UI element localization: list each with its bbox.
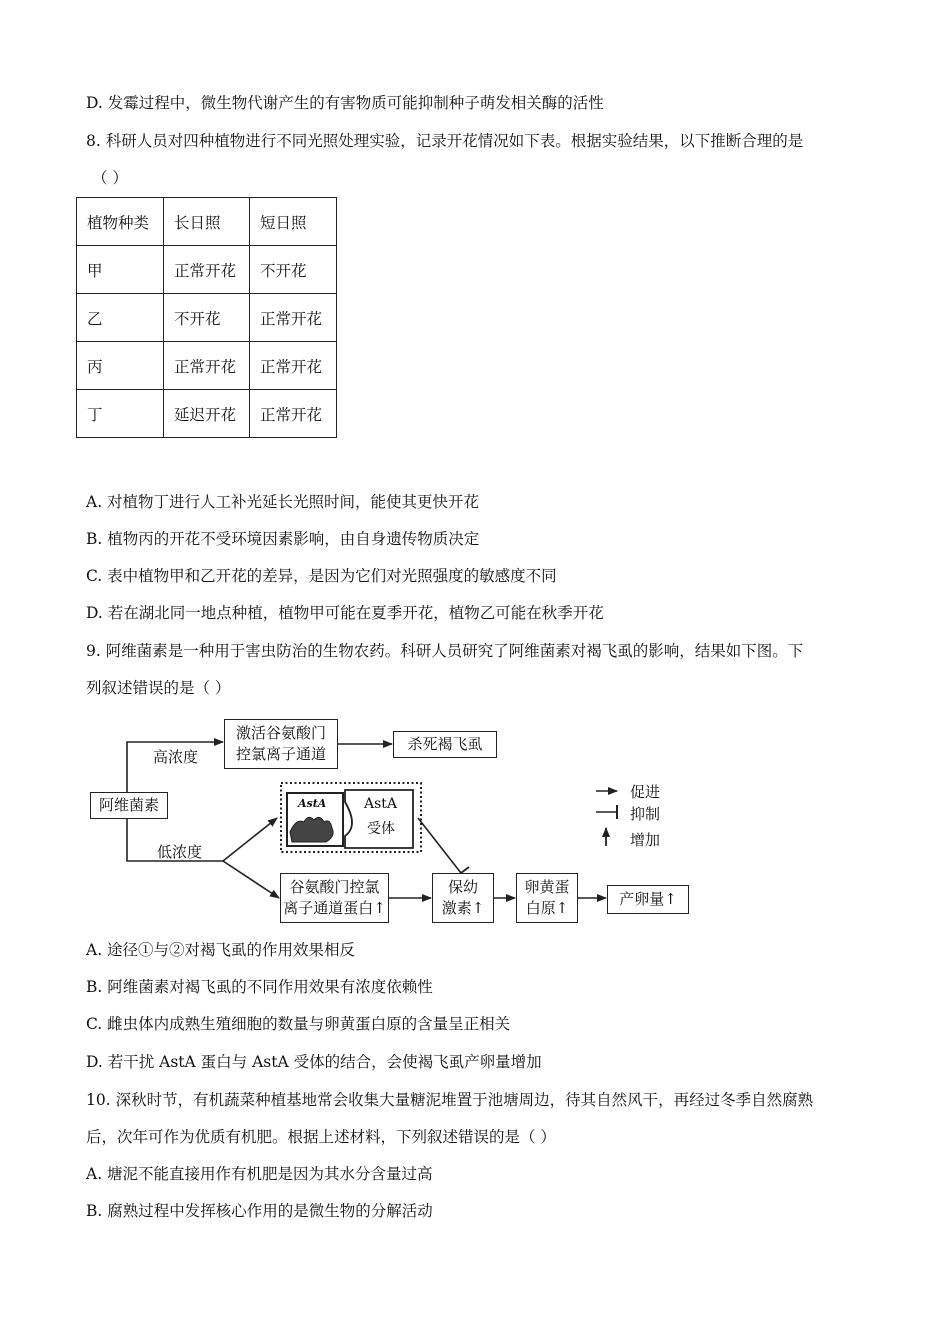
table-cell: 正常开花 [164, 246, 250, 294]
option-9d: D. 若干扰 AstA 蛋白与 AstA 受体的结合，会使褐飞虱产卵量增加 [86, 1053, 542, 1071]
receptor-label-1: AstA [364, 796, 398, 812]
table-cell: 不开花 [164, 294, 250, 342]
egg-production-label: 产卵量↑ [619, 890, 677, 908]
table-cell: 正常开花 [250, 294, 337, 342]
question-8-stem: 8. 科研人员对四种植物进行不同光照处理实验，记录开花情况如下表。根据实验结果，以下推断合理的是 [86, 132, 804, 150]
table-cell: 不开花 [250, 246, 337, 294]
channel-protein-line2: 离子通道蛋白↑ [283, 899, 386, 917]
question-8-blank: （ ） [92, 169, 128, 187]
option-7d: D. 发霉过程中，微生物代谢产生的有害物质可能抑制种子萌发相关酶的活性 [86, 94, 604, 112]
question-10-stem: 10. 深秋时节，有机蔬菜种植基地常会收集大量糖泥堆置于池塘周边，待其自然风干，再经过冬季自然腐熟 [86, 1091, 814, 1109]
avermectin-label: 阿维菌素 [98, 796, 159, 814]
channel-protein-line1: 谷氨酸门控氯 [289, 878, 380, 896]
table-cell: 正常开花 [250, 342, 337, 390]
table-header: 长日照 [164, 198, 250, 246]
legend-inhibit: 抑制 [630, 805, 661, 823]
option-10b: B. 腐熟过程中发挥核心作用的是微生物的分解活动 [86, 1202, 433, 1220]
question-10-stem-2: 后，次年可作为优质有机肥。根据上述材料，下列叙述错误的是（ ） [86, 1128, 556, 1146]
table-cell: 延迟开花 [164, 390, 250, 438]
vitellogenin-line2: 白原↑ [525, 899, 569, 917]
avermectin-box [90, 792, 168, 819]
activate-channel-box [224, 719, 338, 769]
low-concentration-label: 低浓度 [157, 843, 203, 861]
option-8a: A. 对植物丁进行人工补光延长光照时间，能使其更快开花 [86, 493, 480, 511]
legend-increase: 增加 [630, 831, 661, 849]
kill-label: 杀死褐飞虱 [407, 735, 483, 753]
option-9b: B. 阿维菌素对褐飞虱的不同作用效果有浓度依赖性 [86, 978, 433, 996]
table-cell: 正常开花 [164, 342, 250, 390]
juvenile-hormone-line2: 激素↑ [441, 899, 485, 917]
table-cell: 正常开花 [250, 390, 337, 438]
egg-production-box [607, 885, 689, 914]
table-cell: 乙 [77, 294, 164, 342]
table-header: 短日照 [250, 198, 337, 246]
table-header: 植物种类 [77, 198, 164, 246]
legend-promote: 促进 [630, 783, 661, 801]
asta-protein-label: AstA [298, 797, 327, 810]
table-cell: 丁 [77, 390, 164, 438]
channel-protein-box [280, 873, 389, 923]
option-9a: A. 途径①与②对褐飞虱的作用效果相反 [86, 941, 356, 959]
option-8c: C. 表中植物甲和乙开花的差异，是因为它们对光照强度的敏感度不同 [86, 567, 557, 585]
receptor-label-2: 受体 [367, 821, 395, 837]
question-9-stem: 9. 阿维菌素是一种用于害虫防治的生物农药。科研人员研究了阿维菌素对褐飞虱的影响，结果如下图。下 [86, 642, 804, 660]
activate-channel-line2: 控氯离子通道 [235, 745, 326, 763]
vitellogenin-box [516, 873, 578, 923]
option-10a: A. 塘泥不能直接用作有机肥是因为其水分含量过高 [86, 1165, 433, 1183]
juvenile-hormone-box [432, 873, 494, 923]
vitellogenin-line1: 卵黄蛋 [524, 878, 570, 896]
juvenile-hormone-line1: 保幼 [447, 878, 478, 896]
option-8d: D. 若在湖北同一地点种植，植物甲可能在夏季开花，植物乙可能在秋季开花 [86, 604, 604, 622]
option-9c: C. 雌虫体内成熟生殖细胞的数量与卵黄蛋白原的含量呈正相关 [86, 1015, 511, 1033]
high-concentration-label: 高浓度 [153, 748, 199, 766]
table-cell: 丙 [77, 342, 164, 390]
table-cell: 甲 [77, 246, 164, 294]
option-8b: B. 植物丙的开花不受环境因素影响，由自身遗传物质决定 [86, 530, 480, 548]
question-9-stem-2: 列叙述错误的是（ ） [86, 679, 231, 697]
kill-box [393, 731, 497, 758]
activate-channel-line1: 激活谷氨酸门 [235, 724, 326, 742]
